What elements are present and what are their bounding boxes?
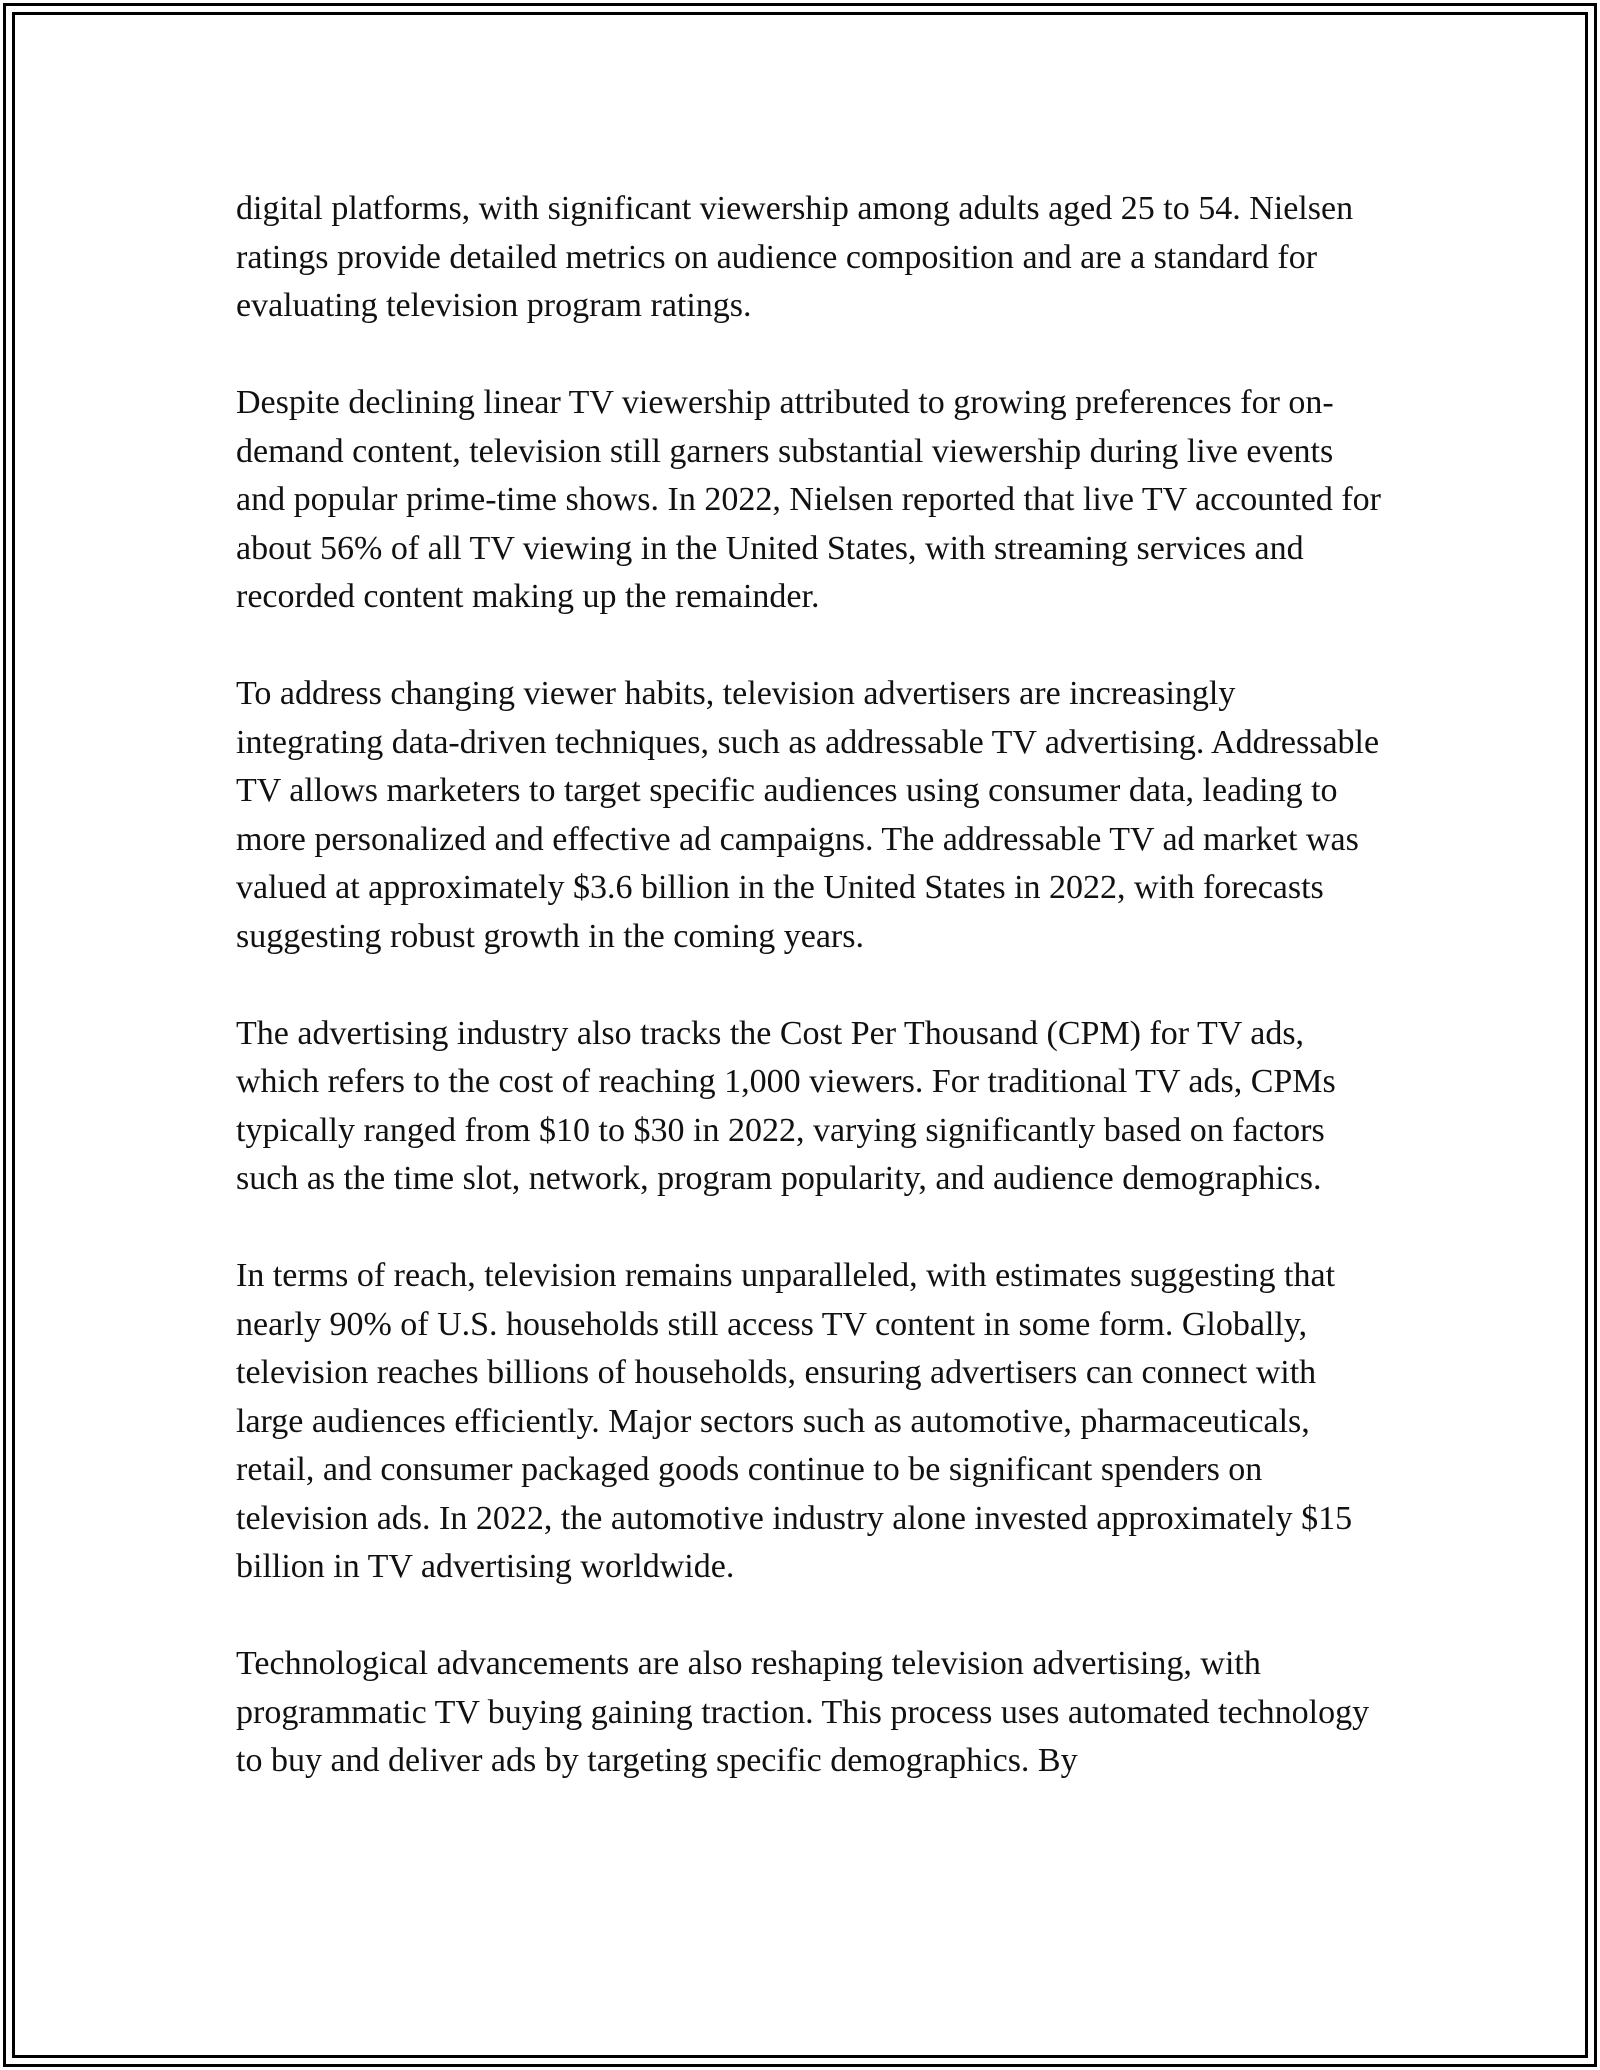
paragraph: To address changing viewer habits, television advertisers are increasingly integrating data-driven techniques, such as addressable TV advertising. Addressable TV allows marketers to target specific audiences using consumer data, leading to more personalized and effective ad campaigns. The addressable TV ad market was valued at approximately $3.6 billion in the United States in 2022, with forecasts suggesting robust growth in the coming years.	[236, 675, 1380, 955]
document-body	[236, 185, 1386, 1786]
paragraph: digital platforms, with significant viewership among adults aged 25 to 54. Nielsen ratings provide detailed metrics on audience composition and are a standard for evaluating television program ratings.	[236, 190, 1354, 324]
paragraph: The advertising industry also tracks the Cost Per Thousand (CPM) for TV ads, which refers to the cost of reaching 1,000 viewers. For traditional TV ads, CPMs typically ranged from $10 to $30 in 2022, varying significantly based on factors such as the time slot, network, program popularity, and audience demographics.	[236, 1014, 1336, 1197]
paragraph: In terms of reach, television remains unparalleled, with estimates suggesting that nearly 90% of U.S. households still access TV content in some form. Globally, television reaches billions of households, ensuring advertisers can connect with large audiences efficiently. Major sectors such as automotive, pharmaceuticals, retail, and consumer packaged goods continue to be significant spenders on television ads. In 2022, the automotive industry alone invested approximately $15 billion in TV advertising worldwide.	[236, 1257, 1353, 1585]
paragraph: Technological advancements are also reshaping television advertising, with programmatic TV buying gaining traction. This process uses automated technology to buy and deliver ads by targeting specific demographics. By	[236, 1645, 1370, 1779]
paragraph: Despite declining linear TV viewership attributed to growing preferences for on-demand content, television still garners substantial viewership during live events and popular prime-time shows. In 2022, Nielsen reported that live TV accounted for about 56% of all TV viewing in the United States, with streaming services and recorded content making up the remainder.	[236, 384, 1381, 615]
